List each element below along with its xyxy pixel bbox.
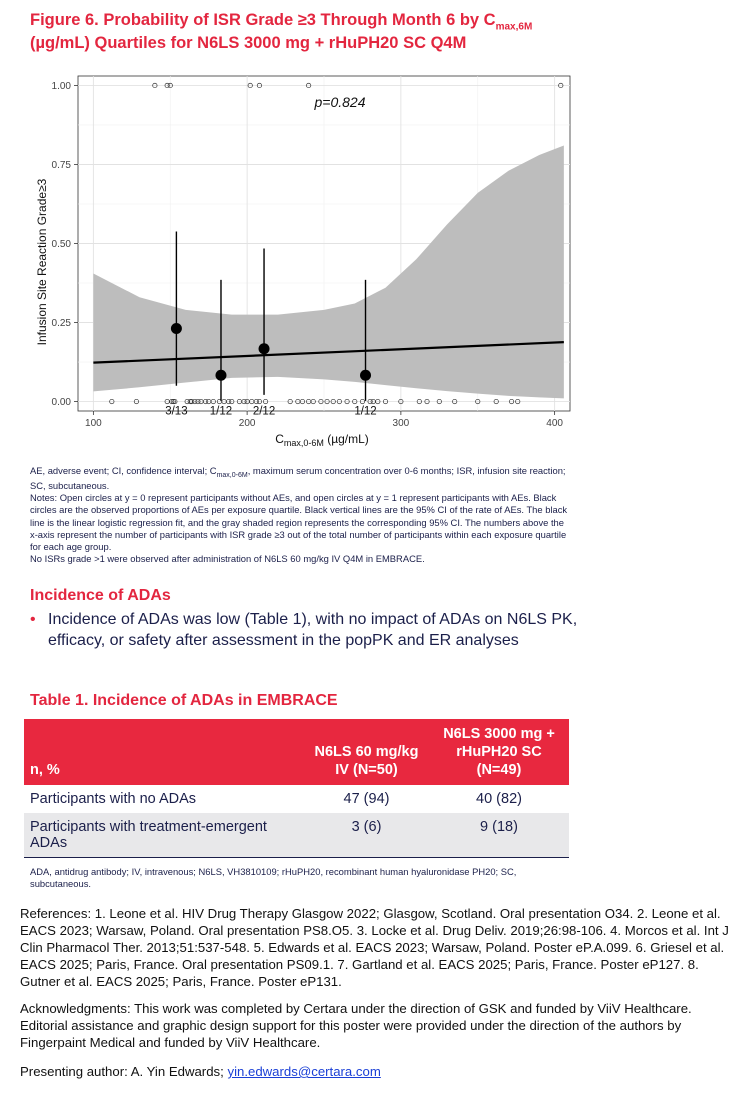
- presenting-author: [20, 1064, 381, 1079]
- x-axis-label-sub: max,0-6M: [283, 438, 324, 448]
- ada-section-title: Incidence of ADAs: [30, 587, 171, 604]
- header-n: n, %: [24, 719, 304, 785]
- quartile-count-label: 3/13: [165, 405, 188, 418]
- table-row: [24, 785, 569, 813]
- ada-bullet-text: Incidence of ADAs was low (Table 1), with no impact of ADAs on N6LS PK, efficacy, or safety after assessment in the popPK and ER analyses: [48, 611, 578, 650]
- references: References: 1. Leone et al. HIV Drug Therapy Glasgow 2022; Glasgow, Scotland. Oral presentation O34. 2. Leone et al. EACS 2023; Warsaw, Poland. Oral presentation PS8.O5. 3. Locke et al. Drug Deliv. 2019;26:98-106. 4. Morcos et al. Int J Clin Pharmacol Ther. 2013;51:537-548. 5. Edwards et al. EACS 2023; Warsaw, Poland. Poster eP.A.099. 6. Griesel et al. EACS 2025; Paris, France. Oral presentation PS09.1. 7. Gartland et al. EACS 2025; Paris, France. Poster eP127. 8. Gutner et al. EACS 2025; Paris, France. Poster eP131.: [20, 906, 729, 989]
- row-value-sc: 40 (82): [429, 785, 569, 813]
- figure-notes: [30, 465, 570, 566]
- quartile-point: [171, 323, 182, 334]
- y-tick-label: 0.50: [51, 239, 71, 250]
- y-tick-label: 0.25: [51, 318, 71, 330]
- abbreviations: AE, adverse event; CI, confidence interval; $C_{max,0-6M}$, maximum serum concentration over 0-6 months; ISR, infusion site reaction; SC, subcutaneous.: [30, 465, 566, 491]
- table-notes: ADA, antidrug antibody; IV, intravenous; N6LS, VH3810109; rHuPH20, recombinant human hyaluronidase PH20; SC, subcutaneous.: [30, 866, 517, 890]
- figure-title-end: (µg/mL) Quartiles for N6LS 3000 mg + rHuPH20 SC Q4M: [30, 34, 467, 53]
- quartile-point: [360, 370, 371, 381]
- bullet-icon: •: [30, 611, 36, 628]
- x-axis-label-end: (µg/mL): [323, 432, 369, 446]
- x-tick-label: 100: [85, 418, 102, 429]
- row-value-sc: 9 (18): [429, 813, 569, 858]
- presenter-email-link[interactable]: yin.edwards@certara.com: [227, 1064, 381, 1079]
- ada-bullet: [30, 609, 590, 652]
- quartile-count-label: 1/12: [354, 405, 377, 418]
- isr-probability-chart: [0, 66, 580, 461]
- figure-title-main: Figure 6. Probability of ISR Grade ≥3 Through Month 6 by C: [30, 11, 496, 29]
- y-tick-label: 0.75: [51, 159, 71, 171]
- y-axis-label: Infusion Site Reaction Grade≥3: [35, 178, 49, 346]
- x-tick-label: 300: [392, 418, 410, 429]
- acknowledgments: Acknowledgments: This work was completed by Certara under the direction of GSK and funded by ViiV Healthcare. Editorial assistance and graphic design support for this poster were provided under the direction of the authors by Fingerpaint Medical and funded by ViiV Healthcare.: [20, 1001, 692, 1050]
- notes-isr-text: No ISRs grade >1 were observed after administration of N6LS 60 mg/kg IV Q4M in EMBRACE.: [30, 553, 425, 565]
- row-value-iv: 47 (94): [304, 785, 429, 813]
- quartile-point: [259, 343, 270, 354]
- x-axis-label: [275, 432, 369, 448]
- presenter-label: Presenting author: A. Yin Edwards;: [20, 1064, 228, 1079]
- y-tick-label: 0.00: [51, 397, 71, 409]
- row-label: Participants with no ADAs: [24, 785, 304, 813]
- quartile-count-label: 2/12: [252, 405, 276, 418]
- figure-title-sub: max,6M: [495, 21, 533, 33]
- notes-text: Notes: Open circles at y = 0 represent participants without AEs, and open circles at y = 1 represent participants with AEs. Black circles are the observed proportions of AEs per exposure quartile. Black vertical lines are the 95% CI of the rate of AEs. The black line is the linear logistic regression fit, and the gray shaded region represents the corresponding 95% CI. The numbers above the x-axis represent the number of participants with ISR grade ≥3 out of the total number of participants within each exposure quartile for each age group.: [30, 492, 568, 553]
- table-title: Table 1. Incidence of ADAs in EMBRACE: [30, 692, 338, 709]
- y-tick-label: 1.00: [51, 80, 71, 92]
- figure-title: [30, 10, 730, 55]
- row-label: Participants with treatment-emergent ADAs: [24, 813, 304, 858]
- x-tick-label: 400: [546, 418, 563, 429]
- ada-table: [24, 719, 569, 858]
- x-axis-label-main: C: [275, 432, 284, 446]
- table-row: [24, 813, 569, 858]
- p-value-label: p=0.824: [314, 94, 366, 110]
- row-value-iv: 3 (6): [304, 813, 429, 858]
- x-tick-label: 200: [238, 418, 256, 429]
- table-header-row: [24, 719, 569, 785]
- quartile-point: [215, 370, 226, 381]
- header-iv: N6LS 60 mg/kg IV (N=50): [304, 719, 429, 785]
- header-sc: N6LS 3000 mg + rHuPH20 SC (N=49): [429, 719, 569, 785]
- quartile-count-label: 1/12: [209, 405, 233, 418]
